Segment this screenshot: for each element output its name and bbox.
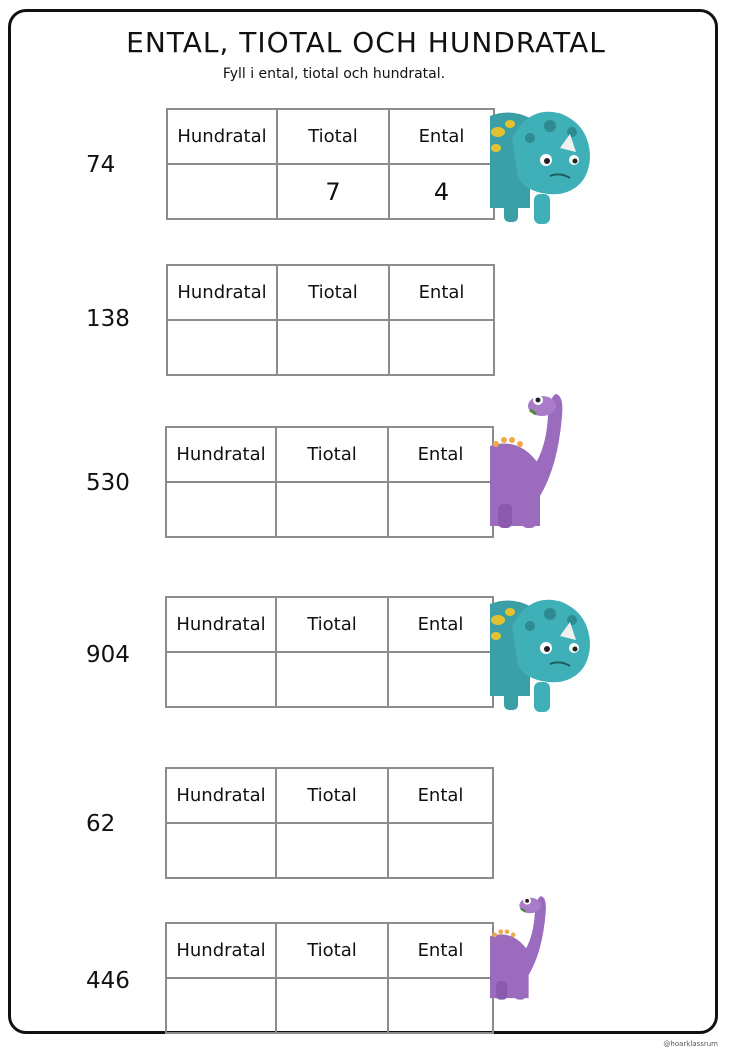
cell-tiotal[interactable] bbox=[276, 652, 388, 707]
cell-tiotal[interactable] bbox=[277, 320, 389, 375]
brontosaurus-illustration bbox=[490, 386, 570, 531]
triceratops-illustration bbox=[490, 596, 595, 716]
worksheet-title: ENTAL, TIOTAL OCH HUNDRATAL bbox=[126, 26, 606, 59]
place-value-table bbox=[165, 767, 494, 879]
cell-hundratal[interactable] bbox=[167, 320, 277, 375]
header-hundratal: Hundratal bbox=[166, 923, 276, 978]
header-ental: Ental bbox=[389, 265, 494, 320]
header-hundratal: Hundratal bbox=[166, 768, 276, 823]
cell-tiotal[interactable] bbox=[276, 978, 388, 1033]
header-ental: Ental bbox=[388, 768, 493, 823]
cell-ental[interactable]: 4 bbox=[389, 164, 494, 219]
header-hundratal: Hundratal bbox=[167, 265, 277, 320]
cell-ental[interactable] bbox=[388, 652, 493, 707]
header-hundratal: Hundratal bbox=[167, 109, 277, 164]
header-tiotal: Tiotal bbox=[276, 597, 388, 652]
header-tiotal: Tiotal bbox=[276, 923, 388, 978]
cell-ental[interactable] bbox=[389, 320, 494, 375]
header-ental: Ental bbox=[388, 427, 493, 482]
header-tiotal: Tiotal bbox=[277, 265, 389, 320]
cell-tiotal[interactable]: 7 bbox=[277, 164, 389, 219]
credit-text: @hoarklassrum bbox=[663, 1040, 718, 1048]
worksheet-instruction: Fyll i ental, tiotal och hundratal. bbox=[222, 66, 446, 82]
exercise-number: 904 bbox=[86, 642, 130, 668]
header-ental: Ental bbox=[388, 923, 493, 978]
exercise-number: 530 bbox=[86, 470, 130, 496]
cell-hundratal[interactable] bbox=[166, 978, 276, 1033]
header-tiotal: Tiotal bbox=[276, 427, 388, 482]
exercise-number: 74 bbox=[86, 152, 116, 178]
exercise-number: 62 bbox=[86, 811, 116, 837]
place-value-table bbox=[165, 426, 494, 538]
cell-tiotal[interactable] bbox=[276, 482, 388, 537]
header-ental: Ental bbox=[389, 109, 494, 164]
cell-ental[interactable] bbox=[388, 823, 493, 878]
brontosaurus-illustration bbox=[490, 890, 570, 1002]
exercise-number: 138 bbox=[86, 306, 130, 332]
place-value-table bbox=[165, 922, 494, 1034]
header-tiotal: Tiotal bbox=[277, 109, 389, 164]
place-value-table bbox=[166, 264, 495, 376]
cell-ental[interactable] bbox=[388, 482, 493, 537]
cell-hundratal[interactable] bbox=[166, 652, 276, 707]
header-hundratal: Hundratal bbox=[166, 597, 276, 652]
place-value-table bbox=[165, 596, 494, 708]
cell-hundratal[interactable] bbox=[167, 164, 277, 219]
cell-hundratal[interactable] bbox=[166, 823, 276, 878]
header-ental: Ental bbox=[388, 597, 493, 652]
place-value-table bbox=[166, 108, 495, 220]
cell-hundratal[interactable] bbox=[166, 482, 276, 537]
header-hundratal: Hundratal bbox=[166, 427, 276, 482]
cell-tiotal[interactable] bbox=[276, 823, 388, 878]
triceratops-illustration bbox=[490, 108, 595, 228]
cell-ental[interactable] bbox=[388, 978, 493, 1033]
exercise-number: 446 bbox=[86, 968, 130, 994]
header-tiotal: Tiotal bbox=[276, 768, 388, 823]
